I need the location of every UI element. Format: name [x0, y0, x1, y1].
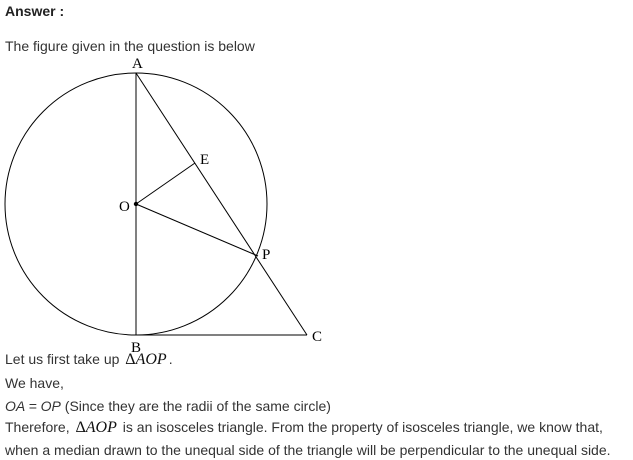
triangle-AOP-symbol-2: ΔAOP [75, 419, 117, 436]
solution-line-2: We have, [5, 375, 64, 391]
segment-OP [136, 204, 258, 256]
step4-suffix: is an isosceles triangle. From the property of isosceles triangle, we know that, [118, 419, 603, 435]
step3-reason: (Since they are the radii of the same circle) [60, 398, 331, 414]
triangle-AOP-symbol: ΔAOP [125, 351, 167, 368]
solution-line-5: when a median drawn to the unequal side of the triangle will be perpendicular to the unequal side. [5, 442, 611, 458]
segment-OE [136, 163, 195, 204]
intro-text: The figure given in the question is below [5, 38, 255, 54]
center-point-O [134, 202, 138, 206]
label-B: B [131, 340, 142, 356]
solution-line-1 [5, 351, 173, 369]
label-P: P [262, 247, 271, 263]
solution-line-4 [5, 419, 603, 437]
answer-heading: Answer : [5, 3, 65, 19]
label-O: O [119, 199, 130, 215]
step4-prefix: Therefore, [5, 419, 70, 435]
label-A: A [132, 56, 143, 72]
label-E: E [200, 152, 210, 168]
segment-AC [136, 73, 307, 335]
step1-prefix: Let us first take up [5, 351, 120, 367]
label-C: C [312, 329, 323, 345]
equation-OA-OP: OA = OP [5, 398, 61, 414]
solution-line-3 [5, 398, 331, 414]
step1-suffix: . [168, 351, 173, 367]
